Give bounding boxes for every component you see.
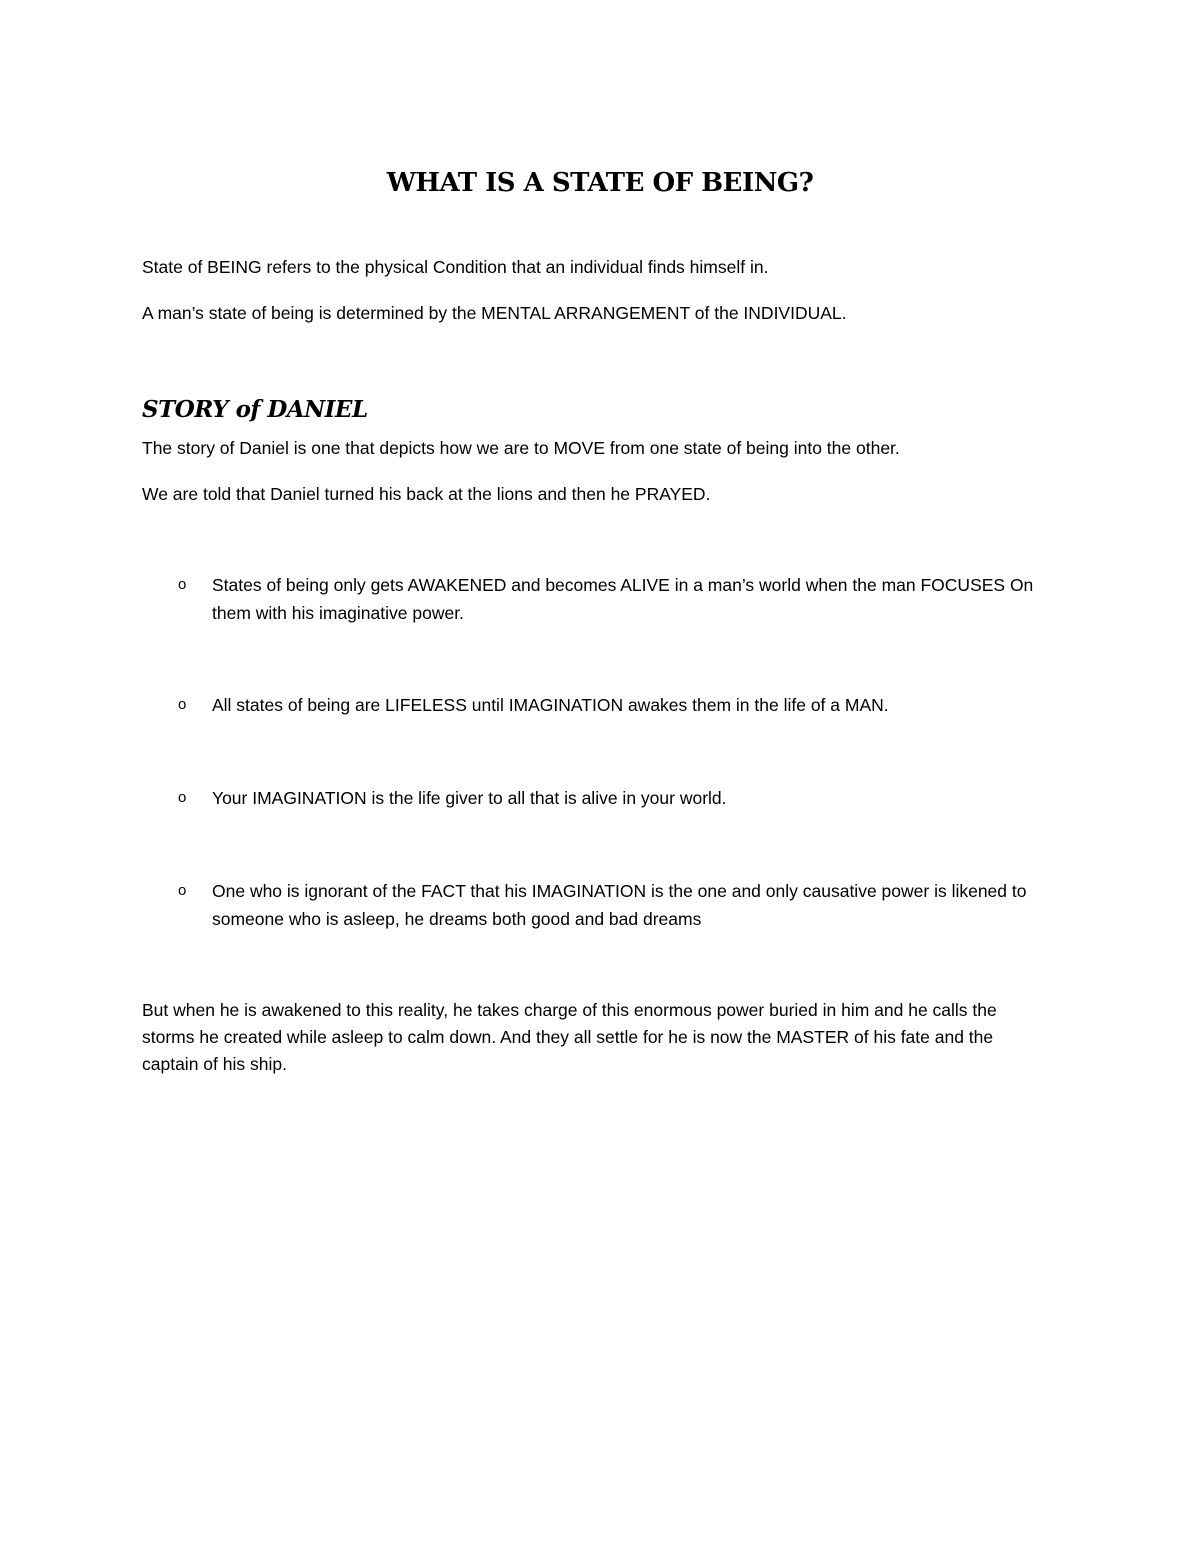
intro-paragraph-2: A man’s state of being is determined by the MENTAL ARRANGEMENT of the INDIVIDUAL. <box>142 303 847 323</box>
list-item <box>178 784 1038 812</box>
bullet-text: Your IMAGINATION is the life giver to all that is alive in your world. <box>212 788 727 808</box>
list-item <box>178 571 1038 627</box>
intro-paragraph-1: State of BEING refers to the physical Condition that an individual finds himself in. <box>142 257 769 277</box>
closing-paragraph: But when he is awakened to this reality, he takes charge of this enormous power buried in him and he calls the storms he created while asleep to calm down. And they all settle for he is now the MASTER of his fate and the captain of his ship. <box>142 1000 997 1074</box>
list-item <box>178 691 1038 719</box>
bullet-text: States of being only gets AWAKENED and becomes ALIVE in a man’s world when the man FOCUSES On them with his imaginative power. <box>212 575 1034 623</box>
bullet-marker: o <box>178 696 187 713</box>
section-heading: STORY of DANIEL <box>142 396 368 423</box>
story-paragraph-1: The story of Daniel is one that depicts how we are to MOVE from one state of being into the other. <box>142 438 900 458</box>
bullet-marker: o <box>178 576 187 593</box>
document-title: WHAT IS A STATE OF BEING? <box>386 168 814 198</box>
bullet-marker: o <box>178 789 187 806</box>
bullet-text: All states of being are LIFELESS until IMAGINATION awakes them in the life of a MAN. <box>212 695 889 715</box>
bullet-text: One who is ignorant of the FACT that his IMAGINATION is the one and only causative power is likened to someone who is asleep, he dreams both good and bad dreams <box>212 881 1027 929</box>
bullet-marker: o <box>178 882 187 899</box>
story-paragraph-2: We are told that Daniel turned his back at the lions and then he PRAYED. <box>142 484 711 504</box>
list-item <box>178 877 1038 933</box>
